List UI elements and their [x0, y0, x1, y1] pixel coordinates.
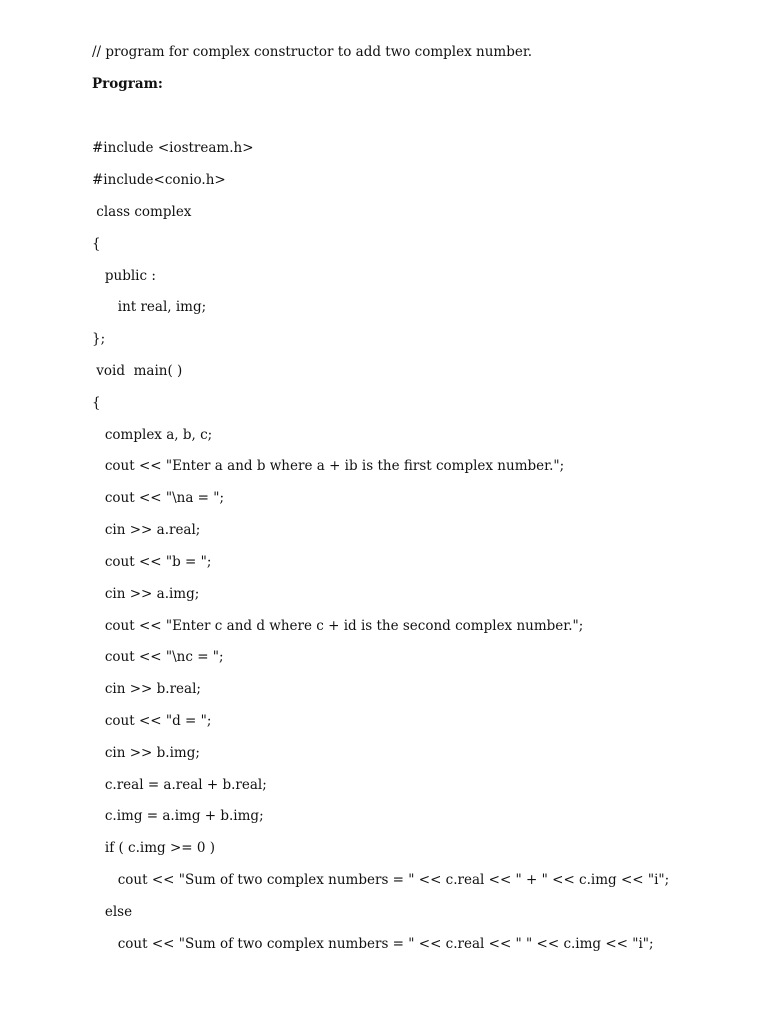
code-line: cout << "b = "; [92, 554, 212, 570]
code-line: #include<conio.h> [92, 172, 226, 188]
code-line: complex a, b, c; [92, 427, 213, 443]
code-line: public : [92, 268, 156, 284]
code-line: class complex [92, 204, 192, 220]
code-line: cin >> b.real; [92, 681, 201, 697]
code-line: cout << "Sum of two complex numbers = " << c.real << " " << c.img << "i"; [92, 936, 654, 952]
code-line: cout << "\na = "; [92, 490, 225, 506]
code-line: cin >> a.img; [92, 586, 200, 602]
code-line: c.img = a.img + b.img; [92, 808, 264, 824]
program-heading: Program: [92, 76, 163, 92]
code-line: #include <iostream.h> [92, 140, 254, 156]
code-line: cin >> b.img; [92, 745, 200, 761]
code-line: else [92, 904, 133, 920]
code-line: { [92, 395, 101, 411]
program-comment: // program for complex constructor to add two complex number. [92, 44, 533, 60]
code-line: cin >> a.real; [92, 522, 201, 538]
code-line: }; [92, 331, 106, 347]
code-line: if ( c.img >= 0 ) [92, 840, 216, 856]
code-line: cout << "Sum of two complex numbers = " << c.real << " + " << c.img << "i"; [92, 872, 670, 888]
code-line: cout << "Enter c and d where c + id is the second complex number."; [92, 618, 584, 634]
code-line: void main( ) [92, 363, 183, 379]
code-line: int real, img; [92, 299, 207, 315]
code-line: cout << "Enter a and b where a + ib is the first complex number."; [92, 458, 565, 474]
code-line: cout << "\nc = "; [92, 649, 224, 665]
code-line: c.real = a.real + b.real; [92, 777, 267, 793]
code-line: { [92, 236, 101, 252]
code-line: cout << "d = "; [92, 713, 212, 729]
